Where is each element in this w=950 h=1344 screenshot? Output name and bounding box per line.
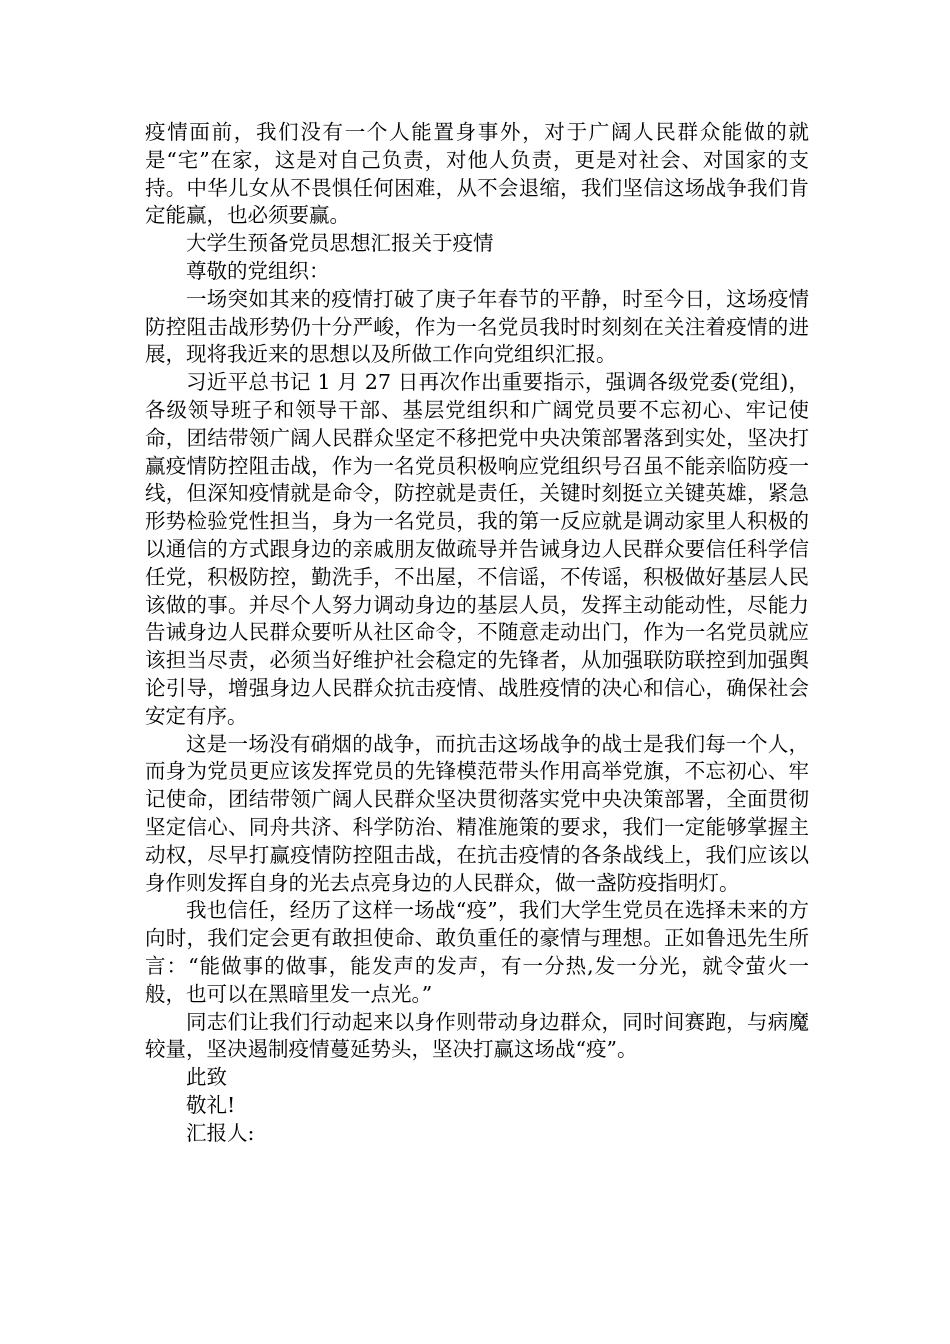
paragraph-instructions: 习近平总书记 1 月 27 日再次作出重要指示，强调各级党委(党组)，各级领导班子和领导干部、基层党组织和广阔党员要不忘初心、牢记使命，团结带领广阔人民群众坚定不移把党中央决策部署落到实处，坚决打赢疫情防控阻击战，作为一名党员积极响应党组织号召虽不能亲临防疫一线，但深知疫情就是命令，防控就是责任，关键时刻挺立关键英雄，紧急形势检验党性担当，身为一名党员，我的第一反应就是调动家里人积极的以通信的方式跟身边的亲戚朋友做疏导并告诫身边人民群众要信任科学信任党，积极防控，勤洗手，不出屋，不信谣，不传谣，积极做好基层人民该做的事。并尽个人努力调动身边的基层人员，发挥主动能动性，尽能力告诫身边人民群众要听从社区命令，不随意走动出门，作为一名党员就应该担当尽责，必须当好维护社会稳定的先锋者，从加强联防联控到加强舆论引导，增强身边人民群众抗击疫情、战胜疫情的决心和信心，确保社会安定有序。 bbox=[145, 370, 809, 728]
paragraph-belief: 我也信任，经历了这样一场战“疫”，我们大学生党员在选择未来的方向时，我们定会更有敢担使命、敢负重任的豪情与理想。正如鲁迅先生所言：“能做事的做事，能发声的发声，有一分热,发一分光，就令萤火一般，也可以在黑暗里发一点光。” bbox=[145, 898, 809, 1006]
reporter-signature-label: 汇报人: bbox=[186, 1120, 255, 1145]
salutation: 尊敬的党组织： bbox=[186, 258, 330, 283]
closing-jingli: 敬礼! bbox=[186, 1092, 236, 1117]
closing-cizhi: 此致 bbox=[186, 1065, 227, 1090]
document-page bbox=[145, 119, 809, 1147]
document-title: 大学生预备党员思想汇报关于疫情 bbox=[186, 231, 494, 256]
paragraph-intro: 一场突如其来的疫情打破了庚子年春节的平静，时至今日，这场疫情防控阻击战形势仍十分严峻，作为一名党员我时时刻刻在关注着疫情的进展，现将我近来的思想以及所做工作向党组织汇报。 bbox=[145, 286, 809, 367]
paragraph-opening-continuation: 疫情面前，我们没有一个人能置身事外，对于广阔人民群众能做的就是“宅”在家，这是对自己负责，对他人负责，更是对社会、对国家的支持。中华儿女从不畏惧任何困难，从不会退缩，我们坚信这场战争我们肯定能赢，也必须要赢。 bbox=[145, 120, 809, 228]
paragraph-call-to-action: 同志们让我们行动起来以身作则带动身边群众，同时间赛跑，与病魔较量，坚决遏制疫情蔓延势头，坚决打赢这场战“疫”。 bbox=[145, 1009, 809, 1062]
paragraph-battle: 这是一场没有硝烟的战争，而抗击这场战争的战士是我们每一个人，而身为党员更应该发挥党员的先锋模范带头作用高举党旗，不忘初心、牢记使命，团结带领广阔人民群众坚决贯彻落实党中央决策部署，全面贯彻坚定信心、同舟共济、科学防治、精准施策的要求，我们一定能够掌握主动权，尽早打赢疫情防控阻击战，在抗击疫情的各条战线上，我们应该以身作则发挥自身的光去点亮身边的人民群众，做一盏防疫指明灯。 bbox=[145, 731, 809, 895]
